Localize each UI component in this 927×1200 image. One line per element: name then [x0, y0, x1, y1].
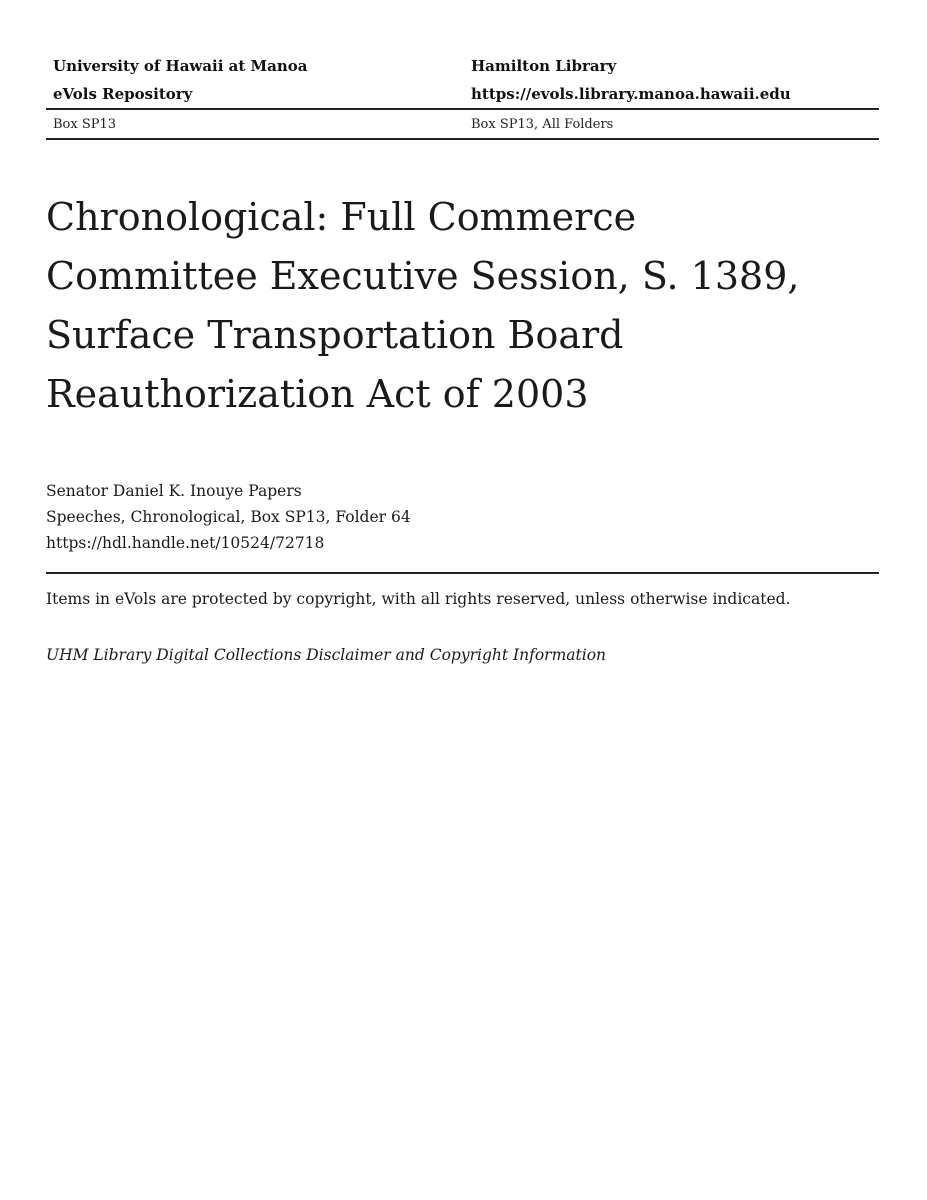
header-row-1 [46, 52, 879, 80]
handle-link[interactable]: https://hdl.handle.net/10524/72718 [46, 534, 325, 552]
title-line: Reauthorization Act of 2003 [46, 372, 589, 416]
disclaimer-link[interactable]: UHM Library Digital Collections Disclaimer and Copyright Information [46, 646, 607, 664]
collection-name: Senator Daniel K. Inouye Papers [46, 482, 302, 500]
folder-location: Speeches, Chronological, Box SP13, Folder 64 [46, 508, 411, 526]
box-label-left: Box SP13 [53, 116, 117, 132]
header-divider-bottom [46, 138, 879, 140]
header-row-2 [46, 80, 879, 108]
institution-name: University of Hawaii at Manoa [53, 57, 308, 75]
copyright-notice: Items in eVols are protected by copyright, with all rights reserved, unless otherwise indicated. [46, 590, 791, 608]
document-title [46, 188, 846, 424]
footer-divider [46, 572, 879, 574]
repository-name: eVols Repository [53, 85, 193, 103]
box-label-right: Box SP13, All Folders [471, 116, 614, 132]
document-metadata [46, 478, 411, 556]
repository-url-link[interactable]: https://evols.library.manoa.hawaii.edu [471, 85, 791, 103]
title-line: Chronological: Full Commerce [46, 195, 637, 239]
title-line: Surface Transportation Board [46, 313, 624, 357]
title-line: Committee Executive Session, S. 1389, [46, 254, 800, 298]
cover-header [46, 52, 879, 140]
header-row-3 [46, 110, 879, 138]
library-name: Hamilton Library [471, 57, 617, 75]
